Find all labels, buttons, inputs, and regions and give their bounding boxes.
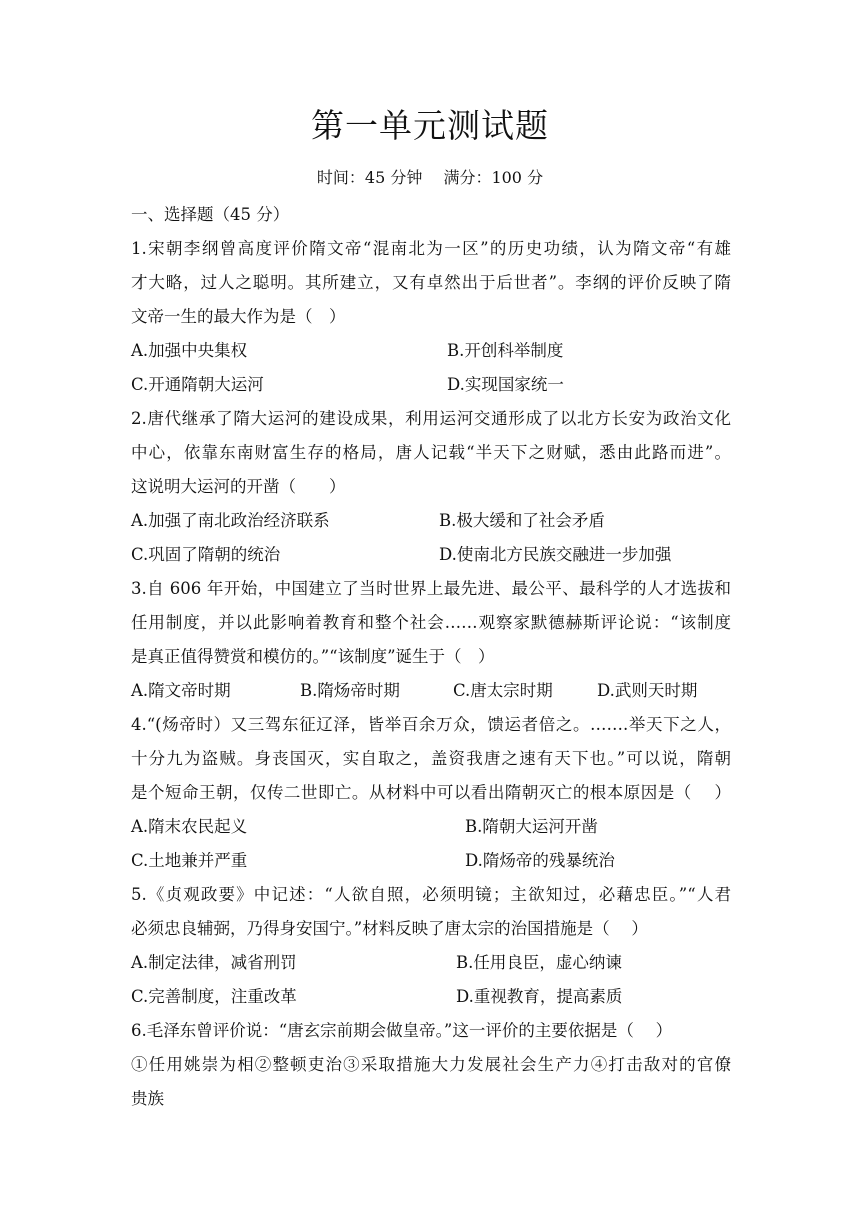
question-text-line: ①任用姚崇为相②整顿吏治③采取措施大力发展社会生产力④打击敌对的官僚	[131, 1055, 731, 1074]
option-a: A.隋文帝时期	[131, 681, 231, 700]
question-text-line: 文帝一生的最大作为是（ ）	[131, 307, 346, 326]
options-row	[131, 980, 731, 1014]
option-a: A.隋末农民起义	[131, 817, 248, 836]
options-row	[131, 334, 731, 368]
question-2	[131, 402, 731, 572]
option-c: C.土地兼并严重	[131, 851, 248, 870]
option-a: A.加强中央集权	[131, 341, 248, 360]
question-5	[131, 878, 731, 1014]
option-c: C.完善制度，注重改革	[131, 987, 297, 1006]
option-d: D.隋炀帝的残暴统治	[465, 851, 615, 870]
question-text-line: 4.“(炀帝时）又三驾东征辽泽，皆举百余万众，馈运者倍之。…….举天下之人，	[131, 715, 731, 734]
question-text-line: 3.自 606 年开始，中国建立了当时世界上最先进、最公平、最科学的人才选拔和	[131, 579, 731, 598]
option-a: A.制定法律，减省刑罚	[131, 953, 297, 972]
question-text-line: 1.宋朝李纲曾高度评价隋文帝“混南北为一区”的历史功绩，认为隋文帝“有雄	[131, 239, 731, 258]
option-c: C.巩固了隋朝的统治	[131, 545, 281, 564]
question-text-line: 是真正值得赞赏和模仿的。”“该制度”诞生于（ ）	[131, 647, 495, 666]
option-b: B.极大缓和了社会矛盾	[439, 511, 605, 530]
option-b: B.开创科举制度	[447, 341, 564, 360]
question-4	[131, 708, 731, 878]
question-text-line: 这说明大运河的开凿（ ）	[131, 477, 346, 496]
question-1	[131, 232, 731, 402]
options-row	[131, 368, 731, 402]
content-body	[131, 198, 731, 1116]
question-text-line: 2.唐代继承了隋大运河的建设成果，利用运河交通形成了以北方长安为政治文化	[131, 409, 731, 428]
options-row	[131, 504, 731, 538]
exam-info: 时间：45 分钟 满分：100 分	[316, 168, 544, 187]
question-text-line: 5.《贞观政要》中记述：“人欲自照，必须明镜；主欲知过，必藉忠臣。”“人君	[131, 885, 731, 904]
options-row	[131, 844, 731, 878]
question-3	[131, 572, 731, 708]
question-text-line: 任用制度，并以此影响着教育和整个社会……观察家默德赫斯评论说：“该制度	[131, 613, 731, 632]
options-row	[131, 946, 731, 980]
question-text-line: 必须忠良辅弼，乃得身安国宁。”材料反映了唐太宗的治国措施是（ ）	[131, 919, 648, 938]
option-b: B.隋炀帝时期	[300, 681, 400, 700]
option-d: D.重视教育，提高素质	[456, 987, 623, 1006]
question-text-line: 十分九为盗贼。身丧国灭，实自取之，盖资我唐之速有天下也。”可以说，隋朝	[131, 749, 731, 768]
question-text-line: 中心，依靠东南财富生存的格局，唐人记载“半天下之财赋，悉由此路而进”。	[131, 443, 731, 462]
option-c: C.唐太宗时期	[453, 681, 553, 700]
option-b: B.隋朝大运河开凿	[465, 817, 598, 836]
option-a: A.加强了南北政治经济联系	[131, 511, 330, 530]
option-d: D.武则天时期	[597, 681, 698, 700]
question-text-line: 贵族	[131, 1089, 164, 1108]
section-heading: 一、选择题（45 分）	[131, 205, 290, 224]
question-6	[131, 1014, 731, 1116]
option-c: C.开通隋朝大运河	[131, 375, 264, 394]
question-text-line: 是个短命王朝，仅传二世即亡。从材料中可以看出隋朝灭亡的根本原因是（ ）	[131, 783, 731, 802]
options-row	[131, 538, 731, 572]
option-b: B.任用良臣，虚心纳谏	[456, 953, 622, 972]
options-row	[131, 674, 731, 708]
option-d: D.实现国家统一	[447, 375, 564, 394]
question-text-line: 6.毛泽东曾评价说：“唐玄宗前期会做皇帝。”这一评价的主要依据是（ ）	[131, 1021, 673, 1040]
options-row	[131, 810, 731, 844]
page-title: 第一单元测试题	[311, 106, 549, 145]
question-text-line: 才大略，过人之聪明。其所建立，又有卓然出于后世者”。李纲的评价反映了隋	[131, 273, 731, 292]
option-d: D.使南北方民族交融进一步加强	[439, 545, 672, 564]
